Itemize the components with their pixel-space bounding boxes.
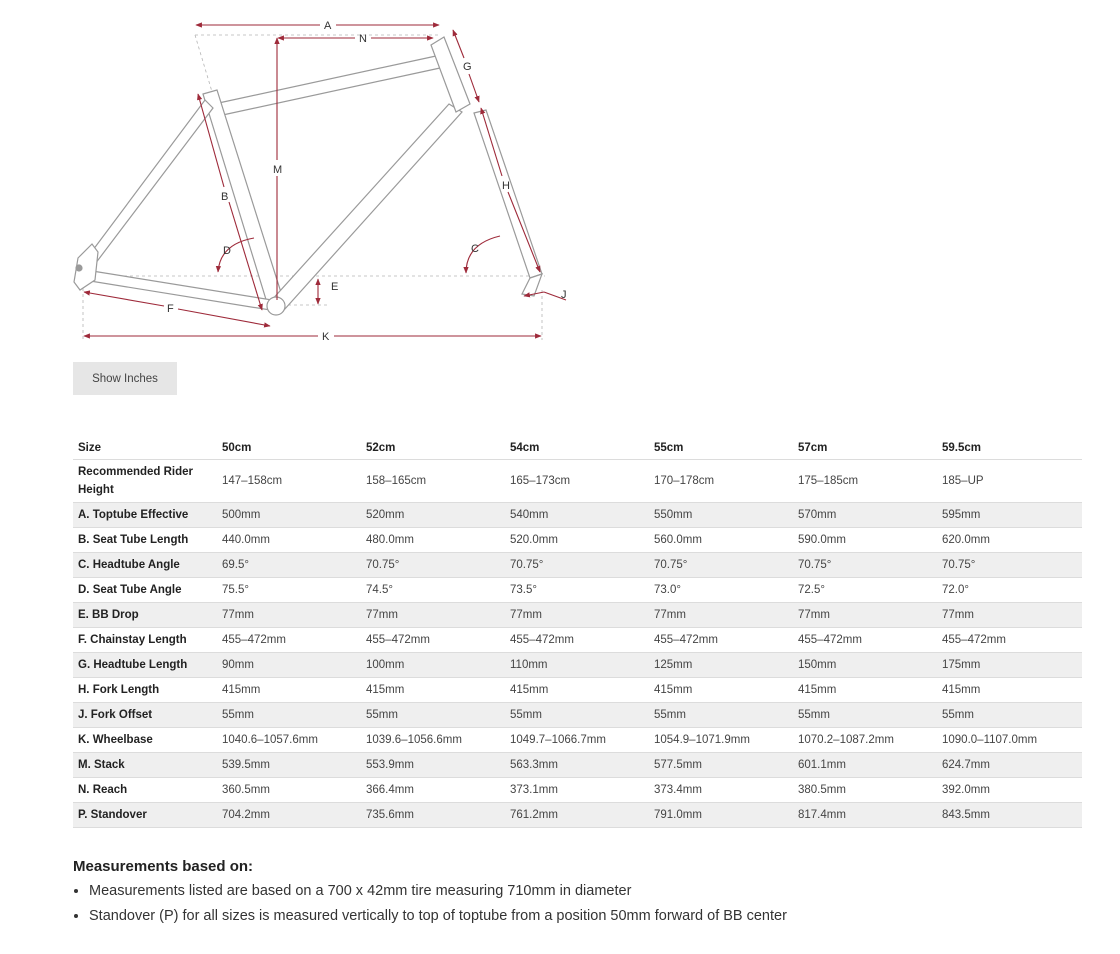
table-cell: 70.75°: [649, 553, 793, 578]
table-cell: 373.4mm: [649, 778, 793, 803]
table-cell: 150mm: [793, 653, 937, 678]
table-cell: 70.75°: [937, 553, 1082, 578]
table-row: [73, 678, 1082, 703]
table-cell: 415mm: [217, 678, 361, 703]
table-cell: 110mm: [505, 653, 649, 678]
row-label: K. Wheelbase: [73, 728, 217, 753]
row-label: Recommended Rider Height: [73, 460, 217, 503]
label-a: A: [324, 20, 332, 32]
table-cell: 125mm: [649, 653, 793, 678]
table-cell: 455–472mm: [217, 628, 361, 653]
bottom-bracket: [267, 297, 285, 315]
row-label: M. Stack: [73, 753, 217, 778]
table-cell: 75.5°: [217, 578, 361, 603]
table-cell: 1054.9–1071.9mm: [649, 728, 793, 753]
table-cell: 72.0°: [937, 578, 1082, 603]
table-cell: 590.0mm: [793, 528, 937, 553]
table-cell: 415mm: [361, 678, 505, 703]
label-c: C: [471, 243, 479, 255]
table-cell: 415mm: [937, 678, 1082, 703]
table-row: [73, 753, 1082, 778]
table-cell: 366.4mm: [361, 778, 505, 803]
table-cell: 704.2mm: [217, 803, 361, 828]
label-g: G: [463, 61, 472, 73]
table-cell: 100mm: [361, 653, 505, 678]
table-cell: 73.5°: [505, 578, 649, 603]
table-cell: 55mm: [793, 703, 937, 728]
table-cell: 158–165cm: [361, 460, 505, 503]
label-f: F: [167, 303, 174, 315]
row-label: B. Seat Tube Length: [73, 528, 217, 553]
table-cell: 520mm: [361, 503, 505, 528]
table-cell: 455–472mm: [793, 628, 937, 653]
header-size-column: 50cm: [217, 436, 361, 460]
table-cell: 74.5°: [361, 578, 505, 603]
table-cell: 415mm: [649, 678, 793, 703]
row-label: P. Standover: [73, 803, 217, 828]
down-tube: [270, 104, 462, 310]
table-row: [73, 778, 1082, 803]
head-tube: [431, 37, 470, 112]
row-label: G. Headtube Length: [73, 653, 217, 678]
table-cell: 570mm: [793, 503, 937, 528]
table-row: [73, 553, 1082, 578]
note-item: • Measurements listed are based on a 700 x 42mm tire measuring 710mm in diameter: [89, 881, 1073, 901]
table-cell: 560.0mm: [649, 528, 793, 553]
table-cell: 1039.6–1056.6mm: [361, 728, 505, 753]
table-cell: 185–UP: [937, 460, 1082, 503]
table-cell: 843.5mm: [937, 803, 1082, 828]
row-label: J. Fork Offset: [73, 703, 217, 728]
table-cell: 1049.7–1066.7mm: [505, 728, 649, 753]
table-cell: 1070.2–1087.2mm: [793, 728, 937, 753]
seat-stay: [84, 100, 213, 268]
table-cell: 170–178cm: [649, 460, 793, 503]
table-cell: 455–472mm: [937, 628, 1082, 653]
table-cell: 77mm: [937, 603, 1082, 628]
row-label: A. Toptube Effective: [73, 503, 217, 528]
label-b: B: [221, 191, 229, 203]
table-cell: 1090.0–1107.0mm: [937, 728, 1082, 753]
table-cell: 55mm: [361, 703, 505, 728]
table-cell: 70.75°: [793, 553, 937, 578]
table-row: [73, 503, 1082, 528]
table-cell: 415mm: [505, 678, 649, 703]
row-label: E. BB Drop: [73, 603, 217, 628]
table-cell: 55mm: [505, 703, 649, 728]
table-cell: 455–472mm: [505, 628, 649, 653]
header-size-column: 54cm: [505, 436, 649, 460]
table-cell: 55mm: [937, 703, 1082, 728]
table-cell: 539.5mm: [217, 753, 361, 778]
show-inches-button[interactable]: Show Inches: [73, 362, 177, 395]
table-cell: 77mm: [505, 603, 649, 628]
table-row: [73, 628, 1082, 653]
row-label: C. Headtube Angle: [73, 553, 217, 578]
label-m: M: [273, 164, 283, 176]
table-cell: 601.1mm: [793, 753, 937, 778]
table-cell: 77mm: [217, 603, 361, 628]
table-cell: 563.3mm: [505, 753, 649, 778]
table-cell: 455–472mm: [649, 628, 793, 653]
table-cell: 77mm: [361, 603, 505, 628]
table-cell: 817.4mm: [793, 803, 937, 828]
frame-geometry-diagram: [60, 8, 580, 353]
table-cell: 380.5mm: [793, 778, 937, 803]
table-cell: 577.5mm: [649, 753, 793, 778]
table-cell: 550mm: [649, 503, 793, 528]
table-cell: 500mm: [217, 503, 361, 528]
notes-title: Measurements based on:: [73, 858, 254, 875]
row-label: F. Chainstay Length: [73, 628, 217, 653]
table-header-row: [73, 436, 1082, 460]
table-cell: 77mm: [649, 603, 793, 628]
table-cell: 72.5°: [793, 578, 937, 603]
seat-tube: [203, 90, 284, 306]
header-size-column: 52cm: [361, 436, 505, 460]
table-row: [73, 803, 1082, 828]
table-cell: 791.0mm: [649, 803, 793, 828]
table-cell: 595mm: [937, 503, 1082, 528]
label-k: K: [322, 331, 330, 343]
label-n: N: [359, 33, 367, 45]
table-row: [73, 460, 1082, 503]
table-cell: 360.5mm: [217, 778, 361, 803]
table-cell: 90mm: [217, 653, 361, 678]
row-label: D. Seat Tube Angle: [73, 578, 217, 603]
row-label: H. Fork Length: [73, 678, 217, 703]
header-size-column: 59.5cm: [937, 436, 1082, 460]
table-cell: 624.7mm: [937, 753, 1082, 778]
label-h: H: [502, 180, 510, 192]
row-label: N. Reach: [73, 778, 217, 803]
table-cell: 455–472mm: [361, 628, 505, 653]
header-size-column: 55cm: [649, 436, 793, 460]
table-cell: 69.5°: [217, 553, 361, 578]
top-tube: [214, 56, 440, 116]
header-size-column: 57cm: [793, 436, 937, 460]
note-item: • Standover (P) for all sizes is measured vertically to top of toptube from a position 50mm forward of BB center: [89, 906, 1073, 926]
label-j: J: [561, 289, 567, 301]
table-cell: 520.0mm: [505, 528, 649, 553]
table-cell: 415mm: [793, 678, 937, 703]
table-cell: 392.0mm: [937, 778, 1082, 803]
table-row: [73, 528, 1082, 553]
table-cell: 70.75°: [361, 553, 505, 578]
table-cell: 373.1mm: [505, 778, 649, 803]
table-cell: 440.0mm: [217, 528, 361, 553]
table-row: [73, 603, 1082, 628]
bike-frame: [74, 37, 542, 315]
label-d: D: [223, 245, 231, 257]
table-cell: 735.6mm: [361, 803, 505, 828]
table-cell: 1040.6–1057.6mm: [217, 728, 361, 753]
table-cell: 147–158cm: [217, 460, 361, 503]
table-row: [73, 703, 1082, 728]
table-cell: 480.0mm: [361, 528, 505, 553]
table-row: [73, 653, 1082, 678]
table-cell: 165–173cm: [505, 460, 649, 503]
notes-list: [73, 881, 1073, 926]
table-row: [73, 578, 1082, 603]
table-cell: 553.9mm: [361, 753, 505, 778]
table-cell: 540mm: [505, 503, 649, 528]
table-row: [73, 728, 1082, 753]
table-cell: 175mm: [937, 653, 1082, 678]
label-e: E: [331, 281, 339, 293]
measurement-notes: [73, 858, 1073, 931]
table-cell: 55mm: [649, 703, 793, 728]
geometry-table: [73, 436, 1082, 828]
table-cell: 620.0mm: [937, 528, 1082, 553]
header-size: Size: [73, 436, 217, 460]
table-cell: 761.2mm: [505, 803, 649, 828]
table-cell: 55mm: [217, 703, 361, 728]
table-cell: 175–185cm: [793, 460, 937, 503]
table-cell: 73.0°: [649, 578, 793, 603]
table-cell: 77mm: [793, 603, 937, 628]
table-cell: 70.75°: [505, 553, 649, 578]
